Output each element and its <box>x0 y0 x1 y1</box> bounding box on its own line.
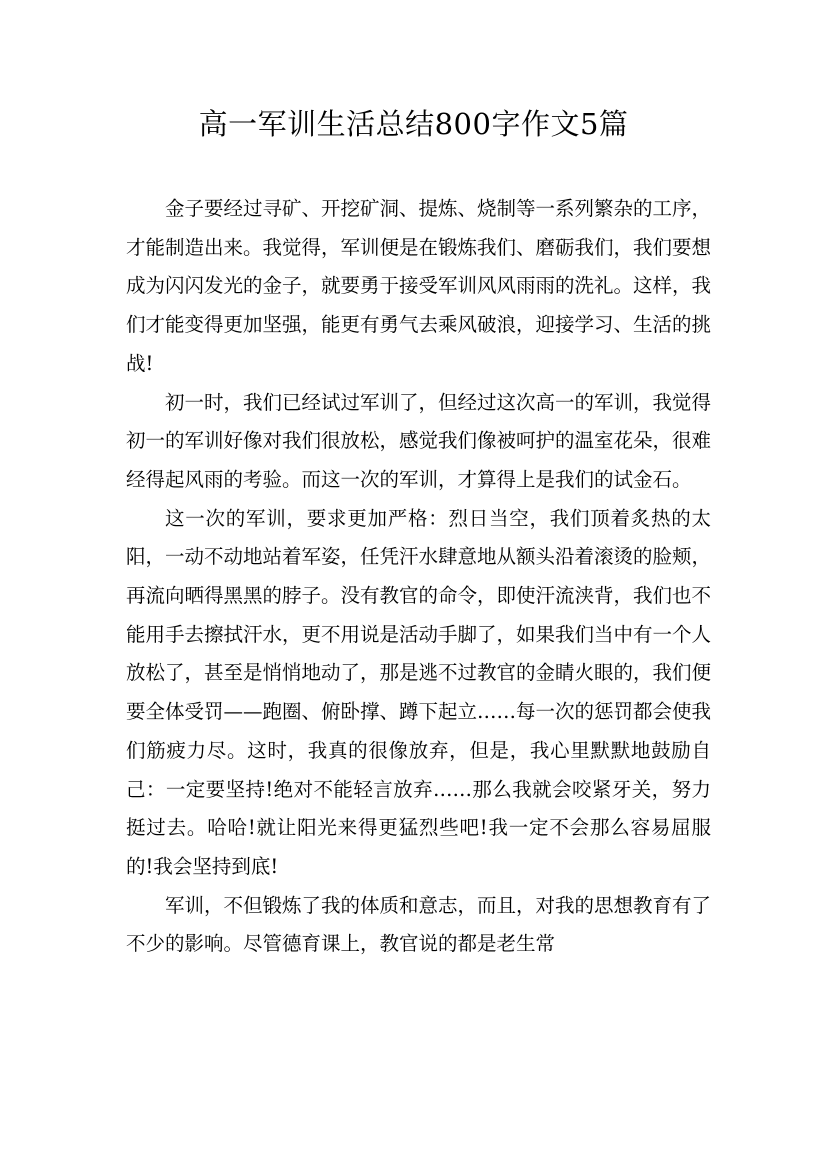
paragraph: 军训，不但锻炼了我的体质和意志，而且，对我的思想教育有了不少的影响。尽管德育课上，教官说的都是老生常 <box>126 893 712 956</box>
document-body <box>126 190 711 964</box>
paragraph: 初一时，我们已经试过军训了，但经过这次高一的军训，我觉得初一的军训好像对我们很放松，感觉我们像被呵护的温室花朵，很难经得起风雨的考验。而这一次的军训，才算得上是我们的试金石。 <box>126 390 712 491</box>
document-title: 高一军训生活总结800字作文5篇 <box>198 107 629 141</box>
paragraph: 这一次的军训，要求更加严格：烈日当空，我们顶着炙热的太阳，一动不动地站着军姿，任凭汗水肆意地从额头沿着滚烫的脸颊，再流向晒得黑黑的脖子。没有教官的命令，即使汗流浃背，我们也不能用手去擦拭汗水，更不用说是活动手脚了，如果我们当中有一个人放松了，甚至是悄悄地动了，那是逃不过教官的金睛火眼的，我们便要全体受罚——跑圈、俯卧撑、蹲下起立……每一次的惩罚都会使我们筋疲力尽。这时，我真的很像放弃，但是，我心里默默地鼓励自己：一定要坚持!绝对不能轻言放弃……那么我就会咬紧牙关，努力挺过去。哈哈!就让阳光来得更猛烈些吧!我一定不会那么容易屈服的!我会坚持到底! <box>126 506 712 878</box>
paragraph: 金子要经过寻矿、开挖矿洞、提炼、烧制等一系列繁杂的工序，才能制造出来。我觉得，军训便是在锻炼我们、磨砺我们，我们要想成为闪闪发光的金子，就要勇于接受军训风风雨雨的洗礼。这样，我们才能变得更加坚强，能更有勇气去乘风破浪，迎接学习、生活的挑战! <box>126 197 712 375</box>
